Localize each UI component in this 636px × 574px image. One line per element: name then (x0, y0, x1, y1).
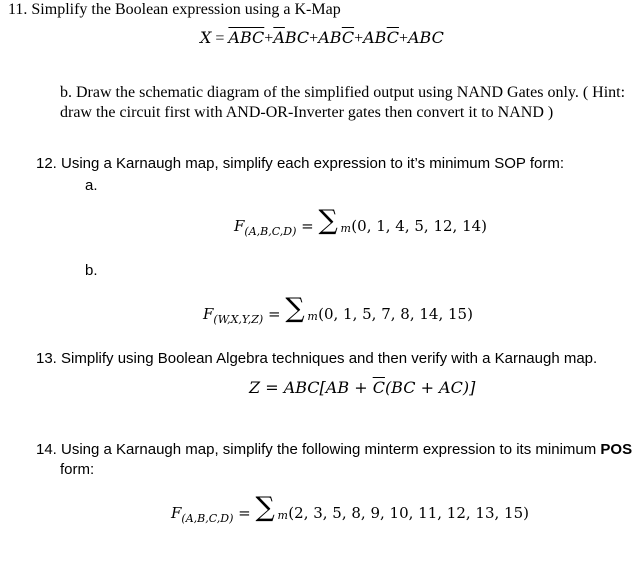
q12-b-sigma (285, 293, 318, 324)
q12-a-sub: (A,B,C,D) (244, 225, 297, 238)
q14-expression (171, 492, 529, 525)
q14-terms: (2, 3, 5, 8, 9, 10, 11, 12, 13, 15) (288, 504, 529, 522)
q12-b-sub: (W,X,Y,Z) (213, 313, 264, 326)
q11-expression (200, 28, 444, 48)
q14-sub: (A,B,C,D) (181, 512, 234, 525)
q11-term1: $\overline{ABC}$ (228, 28, 265, 47)
q11-eq: = (215, 30, 225, 47)
q13-expr-part2: (BC + AC)] (384, 378, 476, 397)
q11-title: 11. Simplify the Boolean expression using a K-Map (8, 1, 341, 18)
q11-plus: + (309, 30, 319, 47)
q11-lhs: X (200, 28, 212, 47)
q12-b-eq: = (267, 305, 281, 323)
q12-b-m: m (307, 310, 318, 323)
q14-lhs: F (171, 504, 182, 522)
q14-line1-text: 14. Using a Karnaugh map, simplify the following minterm expression to its minimum (36, 441, 601, 458)
q12-b-lhs: F (203, 305, 214, 323)
q11-plus: + (398, 30, 408, 47)
q11-plus: + (264, 30, 274, 47)
q11-b-line2: draw the circuit first with AND-OR-Inverter gates then convert it to NAND ) (60, 104, 554, 121)
q12-b-terms: (0, 1, 5, 7, 8, 14, 15) (318, 305, 473, 323)
q14-sigma (255, 492, 288, 523)
q11-plus: + (354, 30, 364, 47)
q12-b-expression (203, 293, 473, 326)
q12-a-expression (234, 205, 488, 238)
q11-term2a: $\overline{A}$ (273, 28, 285, 47)
q12-a-m: m (340, 222, 351, 235)
q11-term3a: AB (318, 28, 342, 47)
q13-expression (249, 378, 475, 397)
q12-a-terms: (0, 1, 4, 5, 12, 14) (351, 217, 488, 235)
q13-expr-part1: Z = ABC[AB + (249, 378, 373, 397)
sigma-icon: ∑ (318, 205, 338, 236)
q14-m: m (277, 509, 288, 522)
q14-line2: form: (60, 461, 95, 478)
q13-title: 13. Simplify using Boolean Algebra techniques and then verify with a Karnaugh map. (36, 350, 598, 367)
q13-expr-cbar: $\overline{C}$ (372, 378, 385, 397)
q12-a-sigma (318, 205, 351, 236)
q12-a-label: a. (85, 177, 98, 194)
q12-a-lhs: F (234, 217, 245, 235)
q11-b-line1: b. Draw the schematic diagram of the simplified output using NAND Gates only. ( Hint: (60, 84, 626, 101)
q14-eq: = (238, 504, 251, 522)
q11-term5: ABC (407, 28, 444, 47)
sigma-icon: ∑ (255, 492, 275, 523)
q12-a-eq: = (301, 217, 314, 235)
q11-term4a: AB (363, 28, 387, 47)
q14-line1-bold: POS (600, 441, 633, 458)
q14-line1 (36, 441, 632, 458)
q12-title: 12. Using a Karnaugh map, simplify each expression to it’s minimum SOP form: (36, 155, 565, 172)
sigma-icon: ∑ (285, 293, 305, 324)
q11-term2b: BC (284, 28, 310, 47)
q11-term4b: $\overline{C}$ (386, 28, 399, 47)
q12-b-label: b. (85, 262, 98, 279)
q11-term3b: $\overline{C}$ (341, 28, 355, 47)
